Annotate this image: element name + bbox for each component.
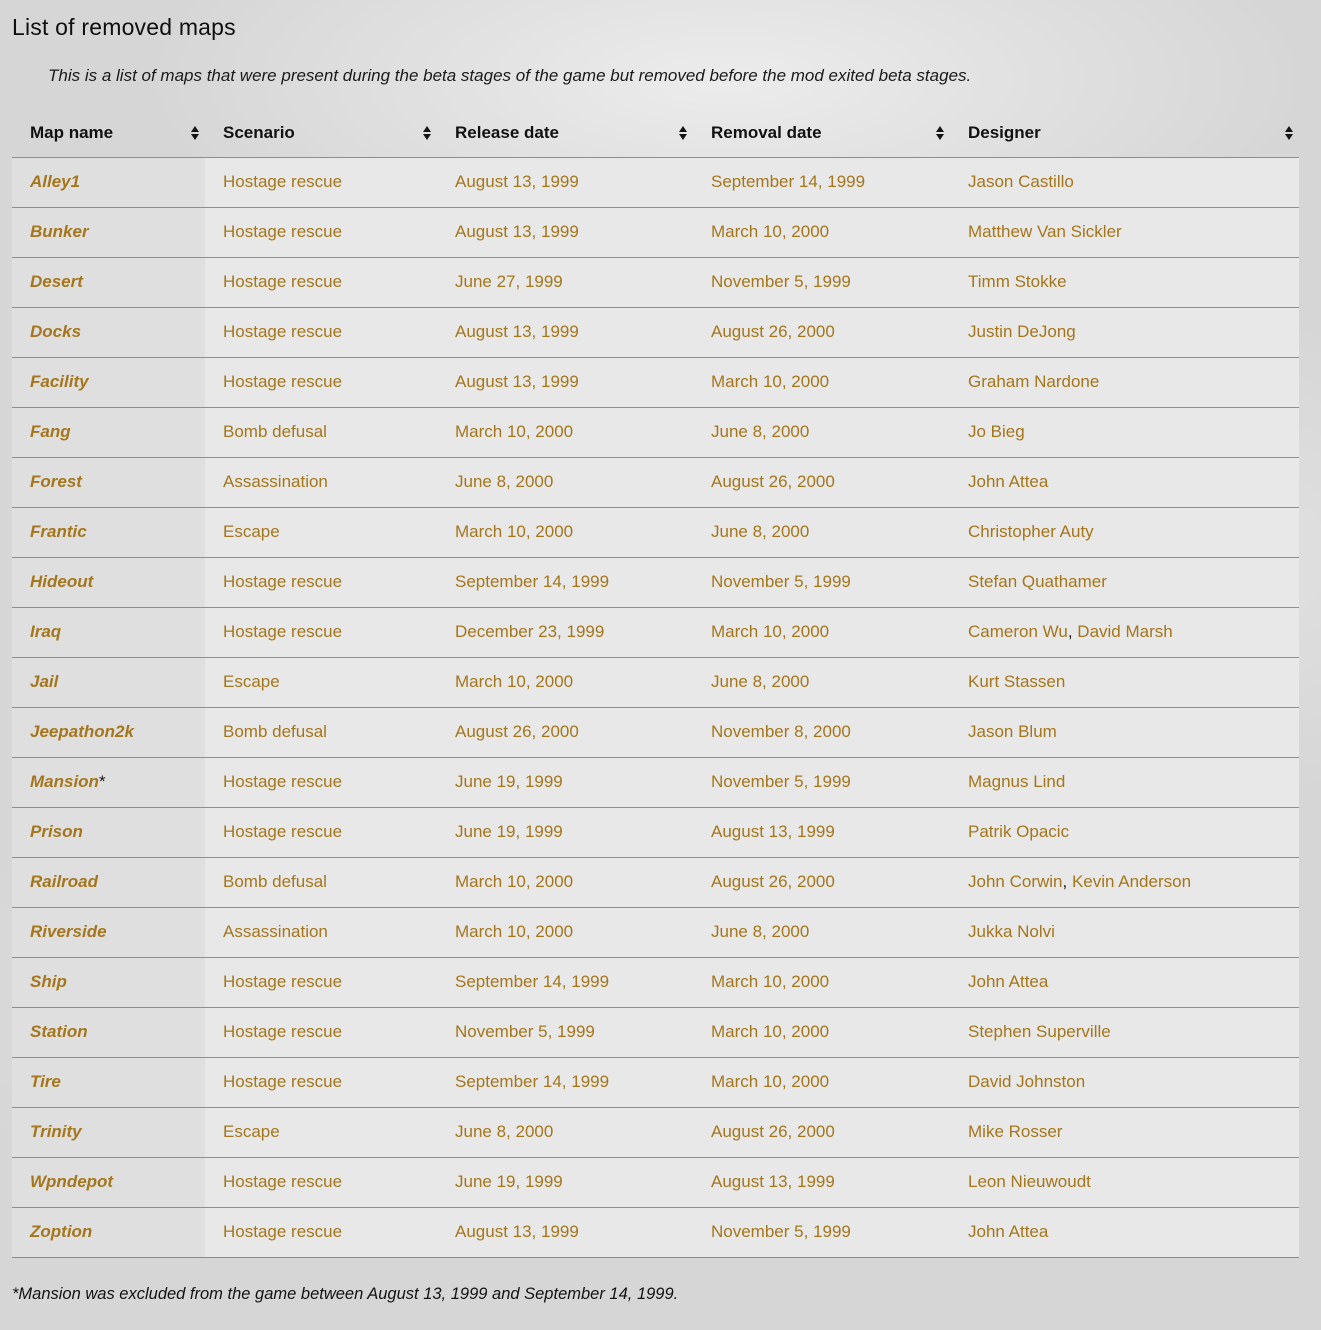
release-date-cell bbox=[437, 907, 693, 957]
map-name-cell bbox=[12, 857, 205, 907]
table-header bbox=[12, 109, 1299, 157]
designer-link[interactable]: Cameron Wu bbox=[968, 622, 1068, 641]
designer-link[interactable]: Patrik Opacic bbox=[968, 822, 1070, 841]
designer-cell bbox=[950, 257, 1299, 307]
removal-date-link[interactable]: September 14, 1999 bbox=[711, 172, 866, 191]
scenario-link[interactable]: Hostage rescue bbox=[223, 972, 343, 991]
map-name-cell bbox=[12, 157, 205, 207]
table-row bbox=[12, 907, 1299, 957]
column-header-map-name[interactable] bbox=[12, 109, 205, 157]
designer-cell bbox=[950, 357, 1299, 407]
table-row bbox=[12, 807, 1299, 857]
release-date-cell bbox=[437, 807, 693, 857]
table-row bbox=[12, 857, 1299, 907]
release-date-cell bbox=[437, 657, 693, 707]
scenario-link[interactable]: Hostage rescue bbox=[223, 272, 343, 291]
designer-link[interactable]: Jukka Nolvi bbox=[968, 922, 1055, 941]
release-date-link[interactable]: March 10, 2000 bbox=[455, 672, 574, 691]
scenario-link[interactable]: Bomb defusal bbox=[223, 872, 327, 891]
release-date-link[interactable]: March 10, 2000 bbox=[455, 872, 574, 891]
designer-cell bbox=[950, 957, 1299, 1007]
removal-date-cell bbox=[693, 1207, 950, 1257]
removal-date-cell bbox=[693, 1157, 950, 1207]
release-date-cell bbox=[437, 407, 693, 457]
sort-icon[interactable] bbox=[423, 126, 431, 140]
removal-date-cell bbox=[693, 957, 950, 1007]
removal-date-cell bbox=[693, 757, 950, 807]
map-name-link[interactable]: Iraq bbox=[30, 622, 62, 641]
table-row bbox=[12, 1007, 1299, 1057]
removal-date-link[interactable]: March 10, 2000 bbox=[711, 972, 830, 991]
designer-link[interactable]: John Attea bbox=[968, 472, 1049, 491]
sort-icon[interactable] bbox=[1285, 126, 1293, 140]
map-name-link[interactable]: Hideout bbox=[30, 572, 94, 591]
designer-cell bbox=[950, 1107, 1299, 1157]
removal-date-cell bbox=[693, 707, 950, 757]
removal-date-link[interactable]: November 5, 1999 bbox=[711, 572, 851, 591]
designer-link[interactable]: Mike Rosser bbox=[968, 1122, 1063, 1141]
designer-link[interactable]: John Attea bbox=[968, 1222, 1049, 1241]
scenario-cell bbox=[205, 307, 437, 357]
scenario-cell bbox=[205, 407, 437, 457]
release-date-cell bbox=[437, 1207, 693, 1257]
column-header-label: Removal date bbox=[711, 122, 822, 142]
page-footnote: *Mansion was excluded from the game between August 13, 1999 and September 14, 1999. bbox=[12, 1284, 679, 1303]
designer-cell bbox=[950, 757, 1299, 807]
scenario-cell bbox=[205, 807, 437, 857]
release-date-cell bbox=[437, 857, 693, 907]
removal-date-cell bbox=[693, 357, 950, 407]
map-name-link[interactable]: Prison bbox=[30, 822, 83, 841]
scenario-cell bbox=[205, 757, 437, 807]
removal-date-cell bbox=[693, 207, 950, 257]
release-date-cell bbox=[437, 757, 693, 807]
designer-cell bbox=[950, 507, 1299, 557]
table-row bbox=[12, 757, 1299, 807]
scenario-cell bbox=[205, 1157, 437, 1207]
release-date-link[interactable]: August 13, 1999 bbox=[455, 222, 579, 241]
scenario-link[interactable]: Assassination bbox=[223, 472, 328, 491]
scenario-cell bbox=[205, 207, 437, 257]
release-date-link[interactable]: August 26, 2000 bbox=[455, 722, 579, 741]
scenario-link[interactable]: Hostage rescue bbox=[223, 1072, 343, 1091]
scenario-link[interactable]: Hostage rescue bbox=[223, 1172, 343, 1191]
removal-date-cell bbox=[693, 1107, 950, 1157]
removal-date-link[interactable]: June 8, 2000 bbox=[711, 922, 810, 941]
scenario-link[interactable]: Hostage rescue bbox=[223, 372, 343, 391]
designer-cell bbox=[950, 1007, 1299, 1057]
scenario-cell bbox=[205, 957, 437, 1007]
removal-date-link[interactable]: August 13, 1999 bbox=[711, 1172, 835, 1191]
removal-date-cell bbox=[693, 807, 950, 857]
map-name-link[interactable]: Tire bbox=[30, 1072, 61, 1091]
removal-date-link[interactable]: March 10, 2000 bbox=[711, 372, 830, 391]
designer-link[interactable]: John Corwin bbox=[968, 872, 1063, 891]
map-name-cell bbox=[12, 1157, 205, 1207]
scenario-cell bbox=[205, 557, 437, 607]
removal-date-link[interactable]: June 8, 2000 bbox=[711, 422, 810, 441]
map-name-link[interactable]: Wpndepot bbox=[30, 1172, 114, 1191]
release-date-cell bbox=[437, 257, 693, 307]
removal-date-cell bbox=[693, 557, 950, 607]
release-date-link[interactable]: March 10, 2000 bbox=[455, 522, 574, 541]
release-date-link[interactable]: September 14, 1999 bbox=[455, 572, 610, 591]
release-date-link[interactable]: September 14, 1999 bbox=[455, 972, 610, 991]
column-header-label: Release date bbox=[455, 122, 559, 142]
map-name-link[interactable]: Riverside bbox=[30, 922, 107, 941]
release-date-cell bbox=[437, 607, 693, 657]
designer-cell bbox=[950, 557, 1299, 607]
page-subtitle: This is a list of maps that were present during the beta stages of the game but removed before the mod exited beta stages. bbox=[48, 66, 972, 85]
table-row bbox=[12, 1107, 1299, 1157]
scenario-link[interactable]: Hostage rescue bbox=[223, 822, 343, 841]
map-name-cell bbox=[12, 1007, 205, 1057]
removal-date-link[interactable]: March 10, 2000 bbox=[711, 222, 830, 241]
map-name-cell bbox=[12, 507, 205, 557]
scenario-link[interactable]: Hostage rescue bbox=[223, 1222, 343, 1241]
designer-link[interactable]: John Attea bbox=[968, 972, 1049, 991]
release-date-cell bbox=[437, 1007, 693, 1057]
map-name-cell bbox=[12, 457, 205, 507]
designer-link[interactable]: Stefan Quathamer bbox=[968, 572, 1107, 591]
removal-date-link[interactable]: June 8, 2000 bbox=[711, 672, 810, 691]
scenario-cell bbox=[205, 1057, 437, 1107]
release-date-cell bbox=[437, 557, 693, 607]
scenario-cell bbox=[205, 457, 437, 507]
removal-date-cell bbox=[693, 307, 950, 357]
scenario-cell bbox=[205, 157, 437, 207]
removal-date-link[interactable]: August 26, 2000 bbox=[711, 472, 835, 491]
designer-link[interactable]: Justin DeJong bbox=[968, 322, 1076, 341]
removal-date-link[interactable]: November 5, 1999 bbox=[711, 772, 851, 791]
scenario-link[interactable]: Escape bbox=[223, 522, 280, 541]
scenario-link[interactable]: Hostage rescue bbox=[223, 772, 343, 791]
release-date-link[interactable]: December 23, 1999 bbox=[455, 622, 605, 641]
removal-date-link[interactable]: March 10, 2000 bbox=[711, 1022, 830, 1041]
table-row bbox=[12, 207, 1299, 257]
release-date-link[interactable]: November 5, 1999 bbox=[455, 1022, 595, 1041]
release-date-cell bbox=[437, 307, 693, 357]
page-title: List of removed maps bbox=[12, 14, 236, 40]
table-row bbox=[12, 257, 1299, 307]
removal-date-link[interactable]: November 5, 1999 bbox=[711, 1222, 851, 1241]
designer-cell bbox=[950, 807, 1299, 857]
scenario-cell bbox=[205, 707, 437, 757]
release-date-link[interactable]: March 10, 2000 bbox=[455, 922, 574, 941]
column-header-designer[interactable] bbox=[950, 109, 1299, 157]
designer-cell bbox=[950, 307, 1299, 357]
table-row bbox=[12, 307, 1299, 357]
designer-link[interactable]: David Marsh bbox=[1077, 622, 1173, 641]
scenario-link[interactable]: Bomb defusal bbox=[223, 422, 327, 441]
map-name-cell bbox=[12, 707, 205, 757]
sort-icon[interactable] bbox=[679, 126, 687, 140]
scenario-link[interactable]: Hostage rescue bbox=[223, 1022, 343, 1041]
designer-cell bbox=[950, 407, 1299, 457]
table-row bbox=[12, 507, 1299, 557]
column-header-release-date[interactable] bbox=[437, 109, 693, 157]
map-name-link[interactable]: Trinity bbox=[30, 1122, 82, 1141]
removal-date-link[interactable]: March 10, 2000 bbox=[711, 622, 830, 641]
release-date-link[interactable]: June 27, 1999 bbox=[455, 272, 563, 291]
designer-cell bbox=[950, 707, 1299, 757]
designer-link[interactable]: Christopher Auty bbox=[968, 522, 1094, 541]
removal-date-cell bbox=[693, 1057, 950, 1107]
removal-date-link[interactable]: August 26, 2000 bbox=[711, 872, 835, 891]
column-header-label: Scenario bbox=[223, 122, 295, 142]
scenario-cell bbox=[205, 257, 437, 307]
scenario-cell bbox=[205, 907, 437, 957]
table-row bbox=[12, 657, 1299, 707]
removal-date-cell bbox=[693, 657, 950, 707]
designer-link[interactable]: Jason Blum bbox=[968, 722, 1057, 741]
column-header-label: Map name bbox=[30, 122, 114, 142]
scenario-link[interactable]: Escape bbox=[223, 1122, 280, 1141]
scenario-link[interactable]: Assassination bbox=[223, 922, 328, 941]
removal-date-link[interactable]: August 13, 1999 bbox=[711, 822, 835, 841]
release-date-cell bbox=[437, 957, 693, 1007]
release-date-link[interactable]: June 19, 1999 bbox=[455, 822, 563, 841]
table-row bbox=[12, 557, 1299, 607]
map-name-link[interactable]: Facility bbox=[30, 372, 89, 391]
table-row bbox=[12, 407, 1299, 457]
designer-cell bbox=[950, 1207, 1299, 1257]
table-row bbox=[12, 1157, 1299, 1207]
column-header-removal-date[interactable] bbox=[693, 109, 950, 157]
removal-date-link[interactable]: November 5, 1999 bbox=[711, 272, 851, 291]
designer-link[interactable]: Magnus Lind bbox=[968, 772, 1066, 791]
designer-cell bbox=[950, 457, 1299, 507]
removed-maps-table bbox=[12, 109, 1299, 1258]
scenario-cell bbox=[205, 1007, 437, 1057]
map-name-cell bbox=[12, 1207, 205, 1257]
designer-cell bbox=[950, 607, 1299, 657]
map-name-link[interactable]: Railroad bbox=[30, 872, 99, 891]
release-date-link[interactable]: August 13, 1999 bbox=[455, 372, 579, 391]
designer-link[interactable]: Kurt Stassen bbox=[968, 672, 1066, 691]
map-name-link[interactable]: Frantic bbox=[30, 522, 87, 541]
map-name-link[interactable]: Jeepathon2k bbox=[30, 722, 134, 741]
table-header-row bbox=[12, 109, 1299, 157]
designer-link[interactable]: Matthew Van Sickler bbox=[968, 222, 1122, 241]
release-date-link[interactable]: August 13, 1999 bbox=[455, 322, 579, 341]
designer-cell bbox=[950, 657, 1299, 707]
release-date-link[interactable]: August 13, 1999 bbox=[455, 1222, 579, 1241]
release-date-link[interactable]: June 19, 1999 bbox=[455, 772, 563, 791]
map-name-link[interactable]: Desert bbox=[30, 272, 83, 291]
column-header-scenario[interactable] bbox=[205, 109, 437, 157]
scenario-link[interactable]: Hostage rescue bbox=[223, 322, 343, 341]
map-name-link[interactable]: Zoption bbox=[30, 1222, 93, 1241]
designer-separator: , bbox=[1067, 622, 1078, 641]
map-name-cell bbox=[12, 607, 205, 657]
designer-cell bbox=[950, 157, 1299, 207]
designer-link[interactable]: Jason Castillo bbox=[968, 172, 1074, 191]
designer-link[interactable]: Kevin Anderson bbox=[1071, 872, 1192, 891]
sort-icon[interactable] bbox=[936, 126, 944, 140]
map-name-link[interactable]: Fang bbox=[30, 422, 71, 441]
map-name-cell bbox=[12, 557, 205, 607]
map-name-cell bbox=[12, 307, 205, 357]
map-name-cell bbox=[12, 1057, 205, 1107]
removal-date-cell bbox=[693, 157, 950, 207]
removal-date-link[interactable]: November 8, 2000 bbox=[711, 722, 851, 741]
scenario-cell bbox=[205, 507, 437, 557]
removal-date-cell bbox=[693, 907, 950, 957]
designer-link[interactable]: Graham Nardone bbox=[968, 372, 1100, 391]
designer-link[interactable]: Leon Nieuwoudt bbox=[968, 1172, 1091, 1191]
map-name-link[interactable]: Forest bbox=[30, 472, 82, 491]
scenario-link[interactable]: Hostage rescue bbox=[223, 222, 343, 241]
map-name-cell bbox=[12, 807, 205, 857]
removal-date-cell bbox=[693, 257, 950, 307]
scenario-link[interactable]: Hostage rescue bbox=[223, 172, 343, 191]
designer-cell bbox=[950, 207, 1299, 257]
table-row bbox=[12, 157, 1299, 207]
map-name-cell bbox=[12, 957, 205, 1007]
release-date-link[interactable]: June 19, 1999 bbox=[455, 1172, 563, 1191]
scenario-cell bbox=[205, 1207, 437, 1257]
designer-link[interactable]: David Johnston bbox=[968, 1072, 1086, 1091]
scenario-cell bbox=[205, 657, 437, 707]
scenario-link[interactable]: Hostage rescue bbox=[223, 572, 343, 591]
sort-icon[interactable] bbox=[191, 126, 199, 140]
designer-cell bbox=[950, 1057, 1299, 1107]
removal-date-cell bbox=[693, 1007, 950, 1057]
footnote-marker: * bbox=[98, 772, 106, 791]
removal-date-cell bbox=[693, 457, 950, 507]
release-date-cell bbox=[437, 457, 693, 507]
release-date-link[interactable]: June 8, 2000 bbox=[455, 1122, 554, 1141]
release-date-cell bbox=[437, 207, 693, 257]
removal-date-cell bbox=[693, 507, 950, 557]
scenario-link[interactable]: Hostage rescue bbox=[223, 622, 343, 641]
scenario-cell bbox=[205, 607, 437, 657]
release-date-link[interactable]: March 10, 2000 bbox=[455, 422, 574, 441]
release-date-cell bbox=[437, 1107, 693, 1157]
map-name-link[interactable]: Bunker bbox=[30, 222, 89, 241]
table-row bbox=[12, 707, 1299, 757]
release-date-cell bbox=[437, 707, 693, 757]
designer-cell bbox=[950, 857, 1299, 907]
scenario-link[interactable]: Escape bbox=[223, 672, 280, 691]
map-name-cell bbox=[12, 357, 205, 407]
map-name-cell bbox=[12, 1107, 205, 1157]
designer-cell bbox=[950, 1157, 1299, 1207]
map-name-cell bbox=[12, 657, 205, 707]
map-name-link[interactable]: Station bbox=[30, 1022, 88, 1041]
scenario-cell bbox=[205, 357, 437, 407]
map-name-link[interactable]: Jail bbox=[30, 672, 59, 691]
column-header-label: Designer bbox=[968, 122, 1041, 142]
map-name-cell bbox=[12, 757, 205, 807]
designer-separator: , bbox=[1062, 872, 1072, 891]
release-date-link[interactable]: August 13, 1999 bbox=[455, 172, 579, 191]
scenario-link[interactable]: Bomb defusal bbox=[223, 722, 327, 741]
release-date-cell bbox=[437, 157, 693, 207]
map-name-cell bbox=[12, 257, 205, 307]
table-row bbox=[12, 357, 1299, 407]
map-name-link[interactable]: Ship bbox=[30, 972, 67, 991]
release-date-link[interactable]: September 14, 1999 bbox=[455, 1072, 610, 1091]
map-name-link[interactable]: Alley1 bbox=[30, 172, 81, 191]
table-row bbox=[12, 607, 1299, 657]
release-date-link[interactable]: June 8, 2000 bbox=[455, 472, 554, 491]
removal-date-link[interactable]: June 8, 2000 bbox=[711, 522, 810, 541]
release-date-cell bbox=[437, 507, 693, 557]
map-name-link[interactable]: Mansion bbox=[30, 772, 99, 791]
removal-date-link[interactable]: August 26, 2000 bbox=[711, 322, 835, 341]
table-row bbox=[12, 457, 1299, 507]
designer-link[interactable]: Timm Stokke bbox=[968, 272, 1067, 291]
removal-date-cell bbox=[693, 607, 950, 657]
removal-date-link[interactable]: March 10, 2000 bbox=[711, 1072, 830, 1091]
removal-date-cell bbox=[693, 407, 950, 457]
designer-link[interactable]: Stephen Superville bbox=[968, 1022, 1111, 1041]
table-row bbox=[12, 1207, 1299, 1257]
map-name-cell bbox=[12, 407, 205, 457]
table-body bbox=[12, 157, 1299, 1257]
designer-cell bbox=[950, 907, 1299, 957]
removal-date-link[interactable]: August 26, 2000 bbox=[711, 1122, 835, 1141]
table-row bbox=[12, 1057, 1299, 1107]
release-date-cell bbox=[437, 357, 693, 407]
scenario-cell bbox=[205, 857, 437, 907]
map-name-link[interactable]: Docks bbox=[30, 322, 82, 341]
map-name-cell bbox=[12, 207, 205, 257]
designer-link[interactable]: Jo Bieg bbox=[968, 422, 1025, 441]
release-date-cell bbox=[437, 1057, 693, 1107]
release-date-cell bbox=[437, 1157, 693, 1207]
scenario-cell bbox=[205, 1107, 437, 1157]
map-name-cell bbox=[12, 907, 205, 957]
table-row bbox=[12, 957, 1299, 1007]
removal-date-cell bbox=[693, 857, 950, 907]
